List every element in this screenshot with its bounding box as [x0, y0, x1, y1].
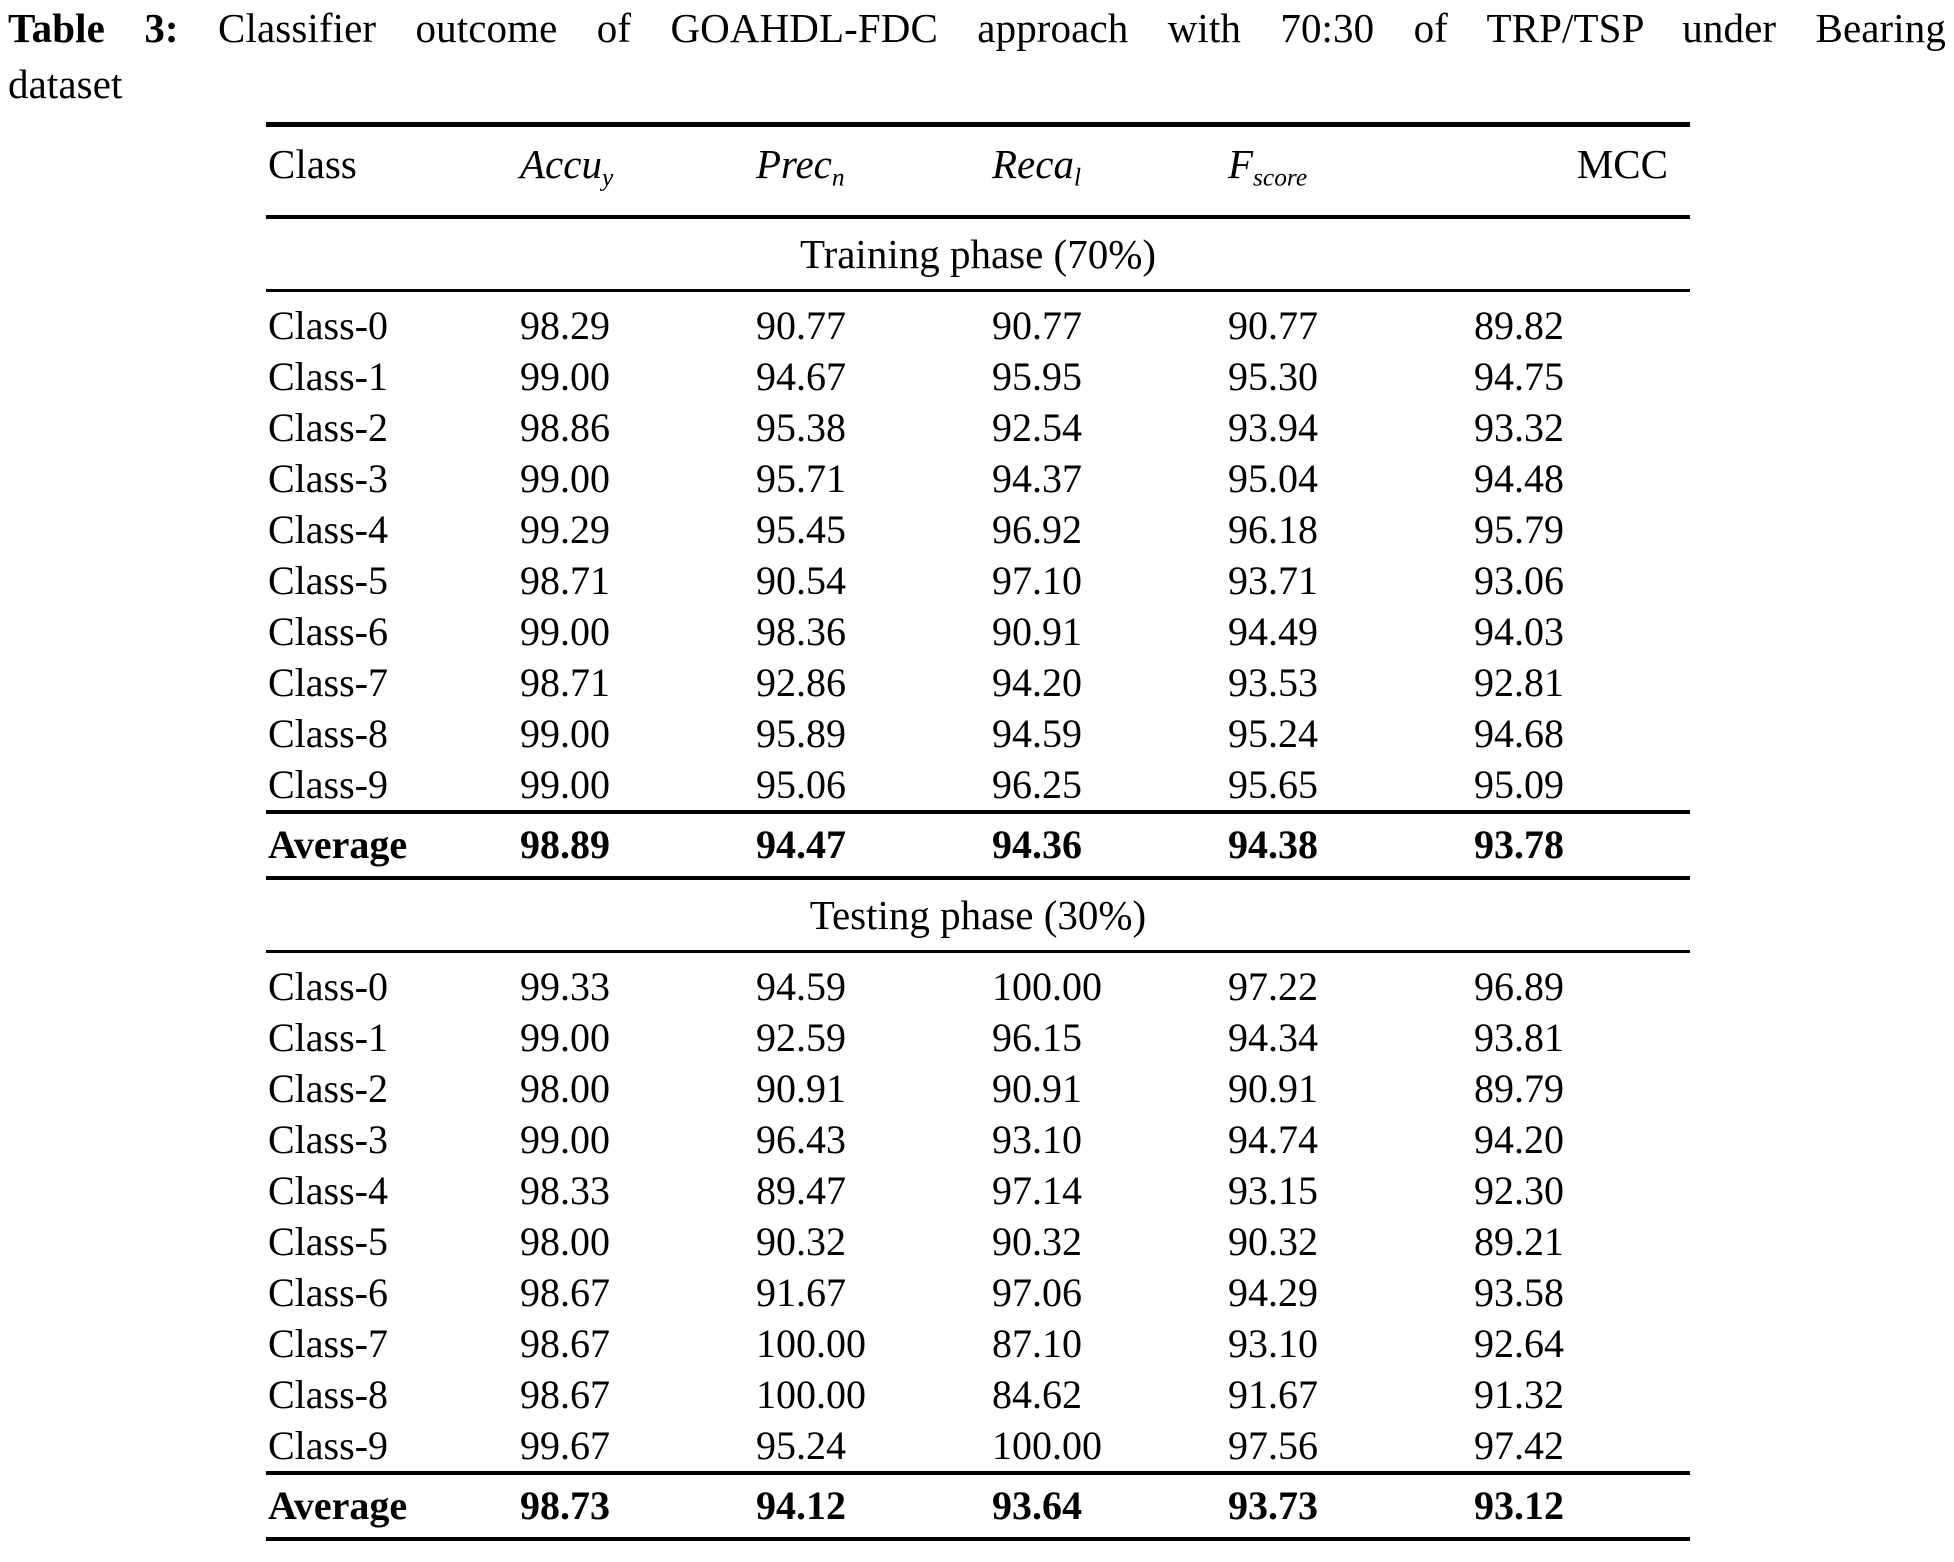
cell-value: 93.71	[1228, 557, 1318, 603]
table-row	[266, 1216, 1690, 1267]
cell-value: 99.33	[506, 951, 742, 1012]
table-row	[266, 1012, 1690, 1063]
column-header-subscript: y	[601, 163, 614, 192]
row-label: Class-0	[266, 290, 506, 351]
row-label: Class-8	[268, 710, 388, 756]
column-header-subscript: l	[1073, 163, 1082, 192]
column-header-base: F	[1228, 141, 1254, 187]
row-label: Class-4	[268, 1167, 388, 1213]
row-label: Class-4	[268, 506, 388, 552]
table-row	[266, 453, 1690, 504]
column-header-base: Accu	[520, 141, 602, 187]
cell-value: 90.91	[756, 1065, 846, 1111]
cell-value: 95.38	[756, 404, 846, 450]
column-header-precn	[742, 125, 978, 217]
cell-value: 95.95	[992, 353, 1082, 399]
cell-value: 94.48	[1474, 455, 1564, 501]
table-row	[266, 1420, 1690, 1473]
cell-value: 98.71	[520, 659, 610, 705]
row-label: Class-3	[268, 1116, 388, 1162]
row-label: Class-7	[268, 1320, 388, 1366]
column-header-mcc	[1450, 125, 1690, 217]
column-header-base: Class	[268, 141, 357, 187]
table-row	[266, 351, 1690, 402]
cell-value: 92.86	[756, 659, 846, 705]
row-label: Class-9	[268, 761, 388, 807]
cell-value: 93.10	[1228, 1320, 1318, 1366]
cell-value: 87.10	[992, 1320, 1082, 1366]
table-row	[266, 708, 1690, 759]
row-label: Class-6	[268, 608, 388, 654]
cell-value: 90.32	[1228, 1218, 1318, 1264]
average-value: 93.73	[1214, 1473, 1450, 1539]
cell-value: 91.67	[756, 1269, 846, 1315]
cell-value: 97.14	[992, 1167, 1082, 1213]
cell-value: 99.00	[520, 608, 610, 654]
caption-line-1	[8, 0, 1946, 56]
average-value: 94.47	[742, 812, 978, 878]
average-label: Average	[266, 812, 506, 878]
table-bottom-rule-cell	[266, 1539, 1690, 1561]
caption-label: Table 3:	[8, 5, 179, 51]
column-header-accuy	[506, 125, 742, 217]
cell-value: 100.00	[978, 951, 1214, 1012]
cell-value: 98.00	[520, 1065, 610, 1111]
table-row	[266, 1369, 1690, 1420]
cell-value: 100.00	[756, 1320, 866, 1366]
row-label: Class-6	[268, 1269, 388, 1315]
table-row	[266, 1114, 1690, 1165]
cell-value: 94.75	[1474, 353, 1564, 399]
cell-value: 99.29	[520, 506, 610, 552]
cell-value: 94.34	[1228, 1014, 1318, 1060]
cell-value: 95.79	[1474, 506, 1564, 552]
cell-value: 99.00	[520, 710, 610, 756]
cell-value: 99.67	[520, 1422, 610, 1468]
cell-value: 94.29	[1228, 1269, 1318, 1315]
table-row	[266, 504, 1690, 555]
cell-value: 95.65	[1228, 761, 1318, 807]
cell-value: 99.00	[520, 1014, 610, 1060]
column-header-base: Reca	[992, 141, 1074, 187]
average-value: 94.12	[742, 1473, 978, 1539]
cell-value: 97.06	[992, 1269, 1082, 1315]
column-header-base: MCC	[1576, 141, 1668, 187]
table-row	[266, 1267, 1690, 1318]
cell-value: 90.77	[742, 290, 978, 351]
cell-value: 93.53	[1228, 659, 1318, 705]
cell-value: 92.54	[992, 404, 1082, 450]
cell-value: 89.47	[756, 1167, 846, 1213]
cell-value: 97.10	[992, 557, 1082, 603]
average-label: Average	[266, 1473, 506, 1539]
row-label: Class-2	[268, 404, 388, 450]
cell-value: 98.00	[520, 1218, 610, 1264]
cell-value: 90.91	[1228, 1065, 1318, 1111]
average-value: 93.78	[1450, 812, 1690, 878]
table-row	[266, 1165, 1690, 1216]
cell-value: 94.67	[756, 353, 846, 399]
cell-value: 90.77	[978, 290, 1214, 351]
cell-value: 90.91	[992, 1065, 1082, 1111]
average-value: 93.12	[1450, 1473, 1690, 1539]
cell-value: 93.94	[1228, 404, 1318, 450]
cell-value: 90.77	[1214, 290, 1450, 351]
cell-value: 95.24	[1228, 710, 1318, 756]
cell-value: 92.81	[1474, 659, 1564, 705]
cell-value: 93.10	[992, 1116, 1082, 1162]
cell-value: 97.42	[1474, 1422, 1564, 1468]
column-header-recal	[978, 125, 1214, 217]
cell-value: 89.82	[1450, 290, 1690, 351]
average-value: 93.64	[978, 1473, 1214, 1539]
row-label: Class-9	[268, 1422, 388, 1468]
cell-value: 98.29	[506, 290, 742, 351]
cell-value: 94.37	[992, 455, 1082, 501]
cell-value: 93.81	[1474, 1014, 1564, 1060]
cell-value: 91.67	[1228, 1371, 1318, 1417]
row-label: Class-2	[268, 1065, 388, 1111]
table-row	[266, 951, 1690, 1012]
cell-value: 90.32	[992, 1218, 1082, 1264]
cell-value: 89.79	[1474, 1065, 1564, 1111]
average-row	[266, 1473, 1690, 1539]
cell-value: 98.71	[520, 557, 610, 603]
cell-value: 92.30	[1474, 1167, 1564, 1213]
row-label: Class-5	[268, 1218, 388, 1264]
phase-title: Testing phase (30%)	[266, 878, 1690, 952]
table-bottom-rule	[266, 1539, 1690, 1561]
row-label: Class-1	[268, 353, 388, 399]
cell-value: 95.24	[756, 1422, 846, 1468]
cell-value: 92.59	[756, 1014, 846, 1060]
table-caption	[8, 0, 1946, 112]
classifier-outcome-table	[266, 122, 1690, 1561]
caption-line-2: dataset	[8, 61, 123, 107]
cell-value: 93.15	[1228, 1167, 1318, 1213]
cell-value: 98.33	[520, 1167, 610, 1213]
cell-value: 100.00	[756, 1371, 866, 1417]
column-header-subscript: n	[831, 163, 845, 192]
column-header-fscore	[1214, 125, 1450, 217]
table-row	[266, 606, 1690, 657]
cell-value: 94.20	[1474, 1116, 1564, 1162]
cell-value: 96.25	[992, 761, 1082, 807]
average-row	[266, 812, 1690, 878]
cell-value: 96.15	[992, 1014, 1082, 1060]
row-label: Class-1	[268, 1014, 388, 1060]
phase-header-row	[266, 878, 1690, 952]
table-row	[266, 759, 1690, 812]
caption-text-line-1: Classifier outcome of GOAHDL-FDC approach with 70:30 of TRP/TSP under Bearing	[218, 5, 1946, 51]
cell-value: 97.56	[1228, 1422, 1318, 1468]
cell-value: 96.92	[992, 506, 1082, 552]
cell-value: 89.21	[1474, 1218, 1564, 1264]
cell-value: 97.22	[1214, 951, 1450, 1012]
cell-value: 90.54	[756, 557, 846, 603]
cell-value: 95.06	[756, 761, 846, 807]
cell-value: 90.32	[756, 1218, 846, 1264]
cell-value: 95.71	[756, 455, 846, 501]
row-label: Class-3	[268, 455, 388, 501]
row-label: Class-7	[268, 659, 388, 705]
cell-value: 99.00	[520, 455, 610, 501]
cell-value: 91.32	[1474, 1371, 1564, 1417]
average-value: 94.36	[978, 812, 1214, 878]
cell-value: 93.58	[1474, 1269, 1564, 1315]
row-label: Class-0	[266, 951, 506, 1012]
table-header-row	[266, 125, 1690, 217]
row-label: Class-8	[268, 1371, 388, 1417]
cell-value: 84.62	[992, 1371, 1082, 1417]
cell-value: 94.49	[1228, 608, 1318, 654]
cell-value: 98.67	[520, 1371, 610, 1417]
cell-value: 94.59	[742, 951, 978, 1012]
table-row	[266, 290, 1690, 351]
phase-title: Training phase (70%)	[266, 217, 1690, 291]
table-row	[266, 555, 1690, 606]
cell-value: 98.67	[520, 1269, 610, 1315]
column-header-class	[266, 125, 506, 217]
table-row	[266, 402, 1690, 453]
average-value: 98.89	[506, 812, 742, 878]
column-header-base: Prec	[756, 141, 832, 187]
table-row	[266, 1318, 1690, 1369]
average-value: 94.38	[1214, 812, 1450, 878]
cell-value: 96.18	[1228, 506, 1318, 552]
cell-value: 95.89	[756, 710, 846, 756]
row-label: Class-5	[268, 557, 388, 603]
cell-value: 96.89	[1450, 951, 1690, 1012]
table-row	[266, 657, 1690, 708]
cell-value: 95.09	[1474, 761, 1564, 807]
cell-value: 94.20	[992, 659, 1082, 705]
cell-value: 92.64	[1474, 1320, 1564, 1366]
results-table-container	[266, 122, 1690, 1561]
column-header-subscript: score	[1253, 163, 1308, 192]
cell-value: 93.06	[1474, 557, 1564, 603]
cell-value: 99.00	[520, 1116, 610, 1162]
phase-header-row	[266, 217, 1690, 291]
cell-value: 98.36	[756, 608, 846, 654]
cell-value: 98.67	[520, 1320, 610, 1366]
cell-value: 94.03	[1474, 608, 1564, 654]
cell-value: 90.91	[992, 608, 1082, 654]
cell-value: 94.68	[1474, 710, 1564, 756]
cell-value: 99.00	[520, 353, 610, 399]
average-value: 98.73	[506, 1473, 742, 1539]
cell-value: 93.32	[1474, 404, 1564, 450]
cell-value: 95.30	[1228, 353, 1318, 399]
cell-value: 95.04	[1228, 455, 1318, 501]
cell-value: 95.45	[756, 506, 846, 552]
cell-value: 94.59	[992, 710, 1082, 756]
cell-value: 100.00	[992, 1422, 1102, 1468]
cell-value: 94.74	[1228, 1116, 1318, 1162]
cell-value: 98.86	[520, 404, 610, 450]
table-row	[266, 1063, 1690, 1114]
cell-value: 96.43	[756, 1116, 846, 1162]
cell-value: 99.00	[520, 761, 610, 807]
